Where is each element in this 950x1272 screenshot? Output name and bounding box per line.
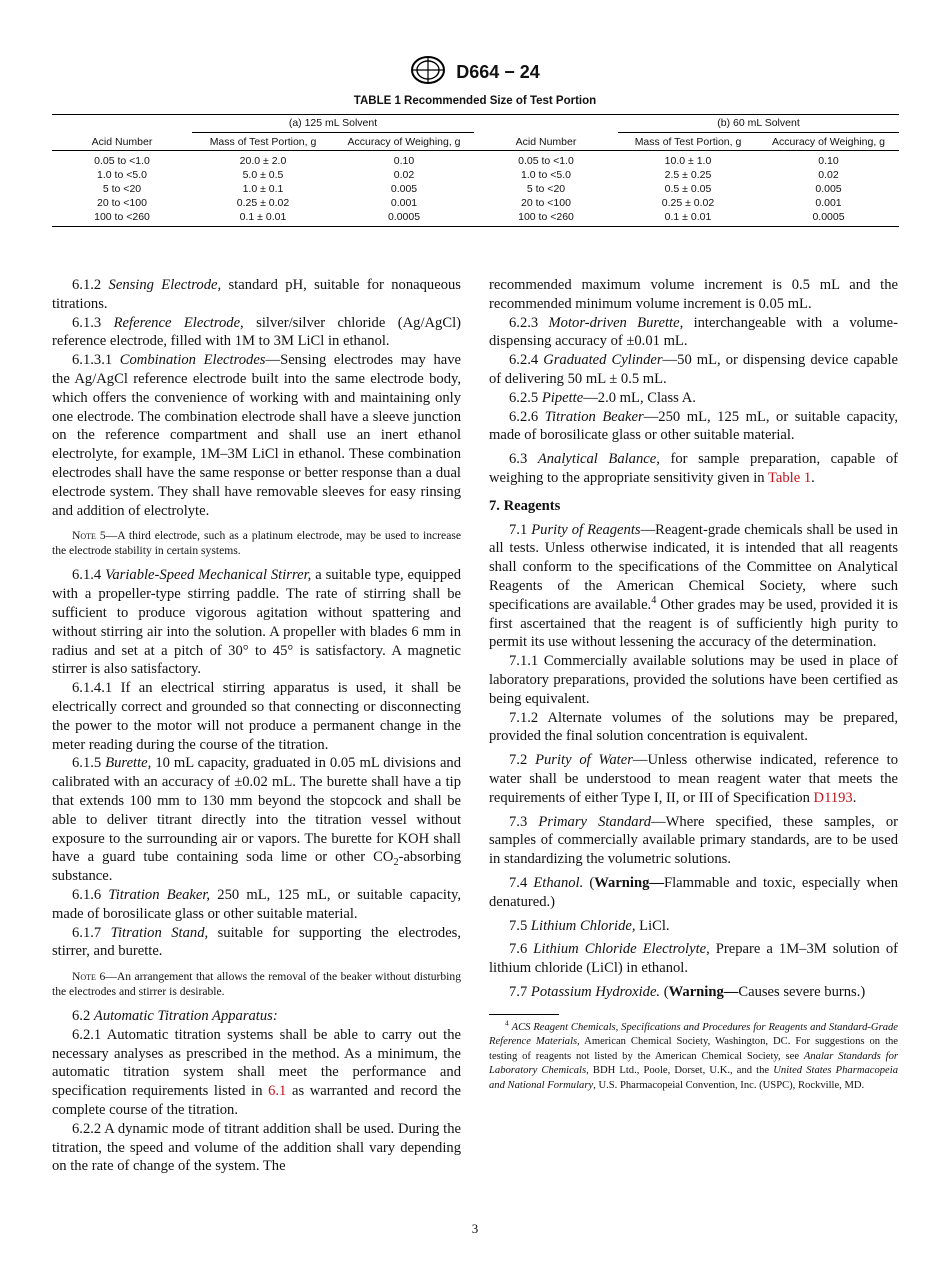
term: Lithium Chloride Electrolyte, (533, 941, 710, 958)
term: Potassium Hydroxide. (530, 983, 661, 1000)
section-number: 7.2 (509, 752, 528, 769)
term: Automatic Titration Apparatus: (93, 1008, 278, 1025)
paragraph-6-2 (52, 1007, 461, 1026)
paragraph-text: silver/silver chloride (Ag/AgCl) reference electrode, filled with 1M to 3M LiCl in ethanol. (52, 314, 462, 350)
section-number: 7.4 (509, 874, 528, 891)
paragraph-6-1-7 (52, 924, 461, 962)
note-text: —A third electrode, such as a platinum electrode, may be used to increase the electrode stability in certain systems. (52, 529, 461, 558)
cell: 0.1 ± 0.01 (192, 210, 334, 227)
left-column (52, 276, 461, 1176)
cell: 0.5 ± 0.05 (664, 183, 712, 195)
term: Purity of Water (535, 752, 633, 769)
paragraph-text: —2.0 mL, Class A. (583, 389, 696, 406)
footnote-divider (489, 1014, 559, 1015)
punctuation: ( (663, 983, 669, 1000)
paragraph-text: Other grades may be used, provided it is first ascertained that the reagent is of sufficiently high purity to permit its use without lessening the accuracy of the determination. (489, 596, 898, 651)
note-text: —An arrangement that allows the removal of the beaker without disturbing the electrodes and stirrer is desirable. (52, 970, 461, 999)
term: Reference Electrode, (113, 314, 244, 331)
paragraph-text: as warranted and record the complete course of the titration. (52, 1083, 462, 1119)
section-number: 7.6 (509, 941, 528, 958)
paragraph-7-5 (489, 917, 898, 936)
paragraph-7-4 (489, 874, 898, 912)
cell: 20 to <100 (97, 197, 147, 209)
section-number: 6.1.4 (72, 567, 102, 584)
section-number: 6.2.4 (509, 352, 539, 369)
footnote-marker: 4 (505, 1018, 509, 1028)
cell: 20.0 ± 2.0 (239, 155, 287, 167)
punctuation: . (852, 789, 857, 806)
term: Lithium Chloride, (530, 917, 636, 934)
section-number: 7.3 (509, 813, 528, 830)
page-number: 3 (471, 1221, 479, 1236)
cell: 1.0 ± 0.1 (242, 183, 284, 195)
paragraph-6-3 (489, 450, 898, 488)
section-number: 6.2 (72, 1008, 91, 1025)
col-mass: Mass of Test Portion, g (192, 133, 334, 151)
cell: 0.0005 (758, 210, 899, 227)
cell: 10.0 ± 1.0 (664, 155, 712, 167)
paragraph-text: A dynamic mode of titrant addition shall be used. During the titration, the speed and volume of the addition shall vary depending on the rate of change of the system. The (52, 1120, 462, 1175)
paragraph-6-1-5 (52, 754, 461, 886)
astm-logo-icon (410, 55, 446, 90)
paragraph-6-2-1 (52, 1026, 461, 1120)
col-acid-number: Acid Number (52, 133, 192, 151)
term: Sensing Electrode, (108, 277, 222, 293)
section-number: 6.1.3.1 (72, 352, 113, 369)
note-label: Note (72, 529, 96, 543)
term: Ethanol. (533, 874, 584, 891)
section-heading-reagents: 7. Reagents (489, 497, 561, 514)
paragraph-6-2-6 (489, 408, 898, 446)
section-number: 6.1.7 (72, 924, 102, 941)
table-title: TABLE 1 Recommended Size of Test Portion (353, 95, 597, 107)
section-number: 7.1.1 (509, 653, 539, 670)
paragraph-text: -absorbing substance. (52, 849, 461, 885)
paragraph-6-2-4 (489, 351, 898, 389)
term: Titration Beaker (544, 408, 644, 425)
cell: 0.25 ± 0.02 (236, 197, 290, 209)
cell: 100 to <260 (52, 210, 192, 227)
term: Motor-driven Burette, (548, 314, 684, 331)
link-table-1[interactable]: Table 1 (768, 469, 812, 486)
table-row (52, 168, 899, 182)
paragraph-6-2-2-continued: recommended maximum volume increment is 0.5 mL and the recommended minimum volume increment is 0.05 mL. (489, 277, 898, 312)
term: Graduated Cylinder (543, 352, 663, 369)
note-6 (52, 969, 461, 999)
cell: 100 to <260 (474, 210, 618, 227)
paragraph-text: Commercially available solutions may be used in place of laboratory preparations, provided the solutions have been certified as being equivalent. (489, 653, 898, 707)
paragraph-text: Flammable and toxic, especially when denatured.) (489, 874, 898, 910)
cell: 0.05 to <1.0 (94, 155, 150, 167)
paragraph-text: LiCl. (639, 917, 670, 934)
section-number: 7.5 (509, 917, 528, 934)
cell: 5.0 ± 0.5 (242, 169, 284, 181)
warning-label: Warning— (668, 983, 739, 1000)
paragraph-text: Causes severe burns.) (738, 983, 866, 1000)
cell: 0.001 (390, 197, 418, 209)
punctuation: ( (589, 874, 595, 891)
cell: 1.0 to <5.0 (521, 169, 571, 181)
paragraph-7-1-2 (489, 709, 898, 747)
cell: 5 to <20 (102, 183, 142, 195)
paragraph-6-1-3 (52, 314, 461, 352)
test-portion-table (52, 114, 899, 227)
subscript: 2 (393, 857, 399, 869)
paragraph-text: —Where specified, these samples, or samples of commercially available primary standards, are to be used in standardizing the volumetric solutions. (489, 813, 898, 868)
link-6-1[interactable]: 6.1 (268, 1083, 287, 1100)
paragraph-7-1-1 (489, 652, 898, 708)
right-column (489, 276, 898, 1094)
paragraph-7-7 (489, 983, 898, 1002)
paragraph-text: Alternate volumes of the solutions may be prepared, provided the final solution concentration is equivalent. (489, 709, 899, 745)
table-row (52, 196, 899, 210)
footnote-ref[interactable]: 4 (651, 594, 657, 606)
paragraph-text: —Sensing electrodes may have the Ag/AgCl reference electrode built into the same electrode body, which offers the convenience of working with and maintaining only one electrode. The combination electrode shall have a sleeve junction on the reference compartment and shall use an inert ethanol electrolyte, for example, 1M–3M LiCl in ethanol. These combination electrodes shall have the same response or better response than a dual electrode system. They shall have removable sleeves for easy rinsing and addition of electrolyte. (52, 352, 461, 519)
cell: 0.10 (818, 155, 839, 167)
paragraph-6-2-5 (489, 389, 898, 408)
cell: 0.10 (393, 155, 415, 167)
page-header (0, 55, 950, 90)
paragraph-6-2-3 (489, 314, 898, 352)
cell: 0.02 (393, 169, 415, 181)
group-125ml: (a) 125 mL Solvent (192, 115, 474, 133)
paragraph-6-1-3-1 (52, 351, 461, 520)
footnote-text: , American Chemical Society, Washington, DC. For suggestions on the testing of reagents not listed by the American Chemical Society, see (489, 1036, 899, 1062)
note-number: 6 (99, 970, 106, 984)
term: Pipette (541, 389, 584, 406)
note-label: Note (72, 970, 96, 984)
paragraph-text: —Unless otherwise indicated, reference to water shall be understood to mean reagent water that meets the requirements of either Type I, II, or III of Specification (489, 752, 898, 806)
cell: 1.0 to <5.0 (97, 169, 147, 181)
cell: 0.1 ± 0.01 (618, 210, 758, 227)
document-id: D664 − 24 (456, 62, 540, 82)
section-number: 6.1.5 (72, 755, 102, 772)
footnote-text: Analar Standards for Laboratory Chemicals (489, 1050, 898, 1077)
section-number: 6.1.3 (72, 314, 102, 331)
section-number: 6.2.6 (509, 408, 539, 425)
paragraph-text: —250 mL, 125 mL, or suitable capacity, made of borosilicate glass or other suitable material. (489, 408, 898, 444)
section-number: 6.2.5 (509, 389, 539, 406)
paragraph-text: suitable for supporting the electrodes, stirrer, and burette. (52, 924, 461, 960)
table-row (52, 182, 899, 196)
paragraph-7-1 (489, 521, 898, 653)
section-number: 6.2.2 (72, 1120, 102, 1137)
cell: 2.5 ± 0.25 (664, 169, 712, 181)
section-number: 6.2.3 (509, 314, 539, 331)
table-row (52, 210, 899, 227)
term: Variable-Speed Mechanical Stirrer, (105, 567, 312, 584)
paragraph-text: If an electrical stirring apparatus is used, it shall be electrically correct and grounded so that connecting or disconnecting the power to the motor will not produce a permanent change in the meter reading during the course of the titration. (52, 680, 462, 753)
col-acid-number: Acid Number (474, 133, 618, 151)
paragraph-text: —Reagent-grade chemicals shall be used in all tests. Unless otherwise indicated, it is intended that all reagents shall conform to the specifications of the Committee on Analytical Reagents of the American Chemical Society, where such specifications are available. (489, 521, 898, 613)
section-number: 7.1 (509, 521, 528, 538)
punctuation: . (811, 469, 815, 486)
note-5 (52, 528, 461, 558)
paragraph-6-1-4-1 (52, 679, 461, 754)
paragraph-text: —50 mL, or dispensing device capable of delivering 50 mL ± 0.5 mL. (489, 352, 898, 387)
group-60ml: (b) 60 mL Solvent (618, 115, 899, 133)
paragraph-text: a suitable type, equipped with a propeller-type stirring paddle. The rate of stirring shall be sufficient to produce vigorous agitation without spattering and without stirring air into the solution. A propeller with blades 6 mm in radius and set at a pitch of 30° to 45° is satisfactory. A magnetic stirrer is also satisfactory. (52, 567, 461, 678)
cell: 5 to <20 (526, 183, 566, 195)
section-number: 7.7 (509, 983, 528, 1000)
term: Titration Beaker, (108, 886, 211, 903)
paragraph-6-1-4 (52, 566, 461, 679)
term: Analytical Balance, (537, 451, 660, 468)
note-number: 5 (99, 529, 106, 543)
table-row (52, 151, 899, 169)
footnote-4 (489, 1018, 899, 1094)
section-number: 6.3 (509, 451, 528, 468)
section-number: 6.1.6 (72, 886, 102, 903)
table-header-row (52, 133, 899, 151)
cell: 0.005 (390, 183, 418, 195)
paragraph-text: Automatic titration systems shall be able to carry out the necessary analyses as prescribed in the method. As a minimum, the automatic titration system shall meet the performance and specification requirements listed in (52, 1026, 461, 1100)
paragraph-7-6 (489, 940, 898, 978)
col-accuracy: Accuracy of Weighing, g (334, 133, 474, 151)
paragraph-text: for sample preparation, capable of weighing to the appropriate sensitivity given in (489, 451, 898, 486)
footnote-text: , U.S. Pharmacopeial Convention, Inc. (USPC), Rockville, MD. (593, 1080, 865, 1092)
paragraph-7-2 (489, 751, 898, 807)
term: Titration Stand, (110, 924, 209, 941)
cell: 0.25 ± 0.02 (661, 197, 715, 209)
section-number: 6.2.1 (72, 1026, 102, 1043)
term: Primary Standard (538, 813, 652, 830)
footnote-text: ACS Reagent Chemicals, Specifications and Procedures for Reagents and Standard-Grade Reference Materials (489, 1021, 898, 1048)
paragraph-6-1-2 (52, 276, 461, 314)
paragraph-6-1-6 (52, 886, 461, 924)
paragraph-text: Prepare a 1M–3M solution of lithium chloride (LiCl) in ethanol. (489, 941, 898, 977)
cell: 0.0005 (334, 210, 474, 227)
paragraph-text: interchangeable with a volume-dispensing accuracy of ±0.01 mL. (489, 314, 898, 350)
section-number: 7.1.2 (509, 709, 539, 726)
col-accuracy: Accuracy of Weighing, g (758, 133, 899, 151)
paragraph-text: 10 mL capacity, graduated in 0.05 mL divisions and calibrated with an accuracy of ±0.02 mL. The burette shall have a tip that extends 100 mm to 130 mm beyond the stopcock and shall be able to deliver titrant directly into the titration vessel without exposure to the surrounding air or vapors. The burette for KOH shall have a guard tube containing soda lime or other CO (52, 755, 462, 866)
footnote-text: , BDH Ltd., Poole, Dorset, U.K., and the (586, 1065, 774, 1077)
term: Purity of Reagents (531, 521, 641, 538)
section-number: 6.1.4.1 (72, 680, 113, 697)
term: Combination Electrodes (119, 352, 266, 369)
col-mass: Mass of Test Portion, g (618, 133, 758, 151)
link-d1193[interactable]: D1193 (813, 789, 853, 806)
cell: 0.001 (815, 197, 842, 209)
paragraph-6-2-2 (52, 1120, 461, 1176)
section-number: 6.1.2 (72, 277, 102, 293)
paragraph-text: standard pH, suitable for nonaqueous titrations. (52, 277, 461, 312)
cell: 0.005 (815, 183, 842, 195)
footnote-text: United States Pharmacopeia and National Formulary (489, 1065, 898, 1092)
term: Burette, (105, 755, 152, 772)
cell: 20 to <100 (521, 197, 571, 209)
paragraph-text: 250 mL, 125 mL, or suitable capacity, made of borosilicate glass or other suitable material. (52, 886, 462, 922)
cell: 0.02 (818, 169, 839, 181)
paragraph-7-3 (489, 813, 898, 869)
warning-label: Warning— (594, 874, 664, 891)
cell: 0.05 to <1.0 (518, 155, 574, 167)
